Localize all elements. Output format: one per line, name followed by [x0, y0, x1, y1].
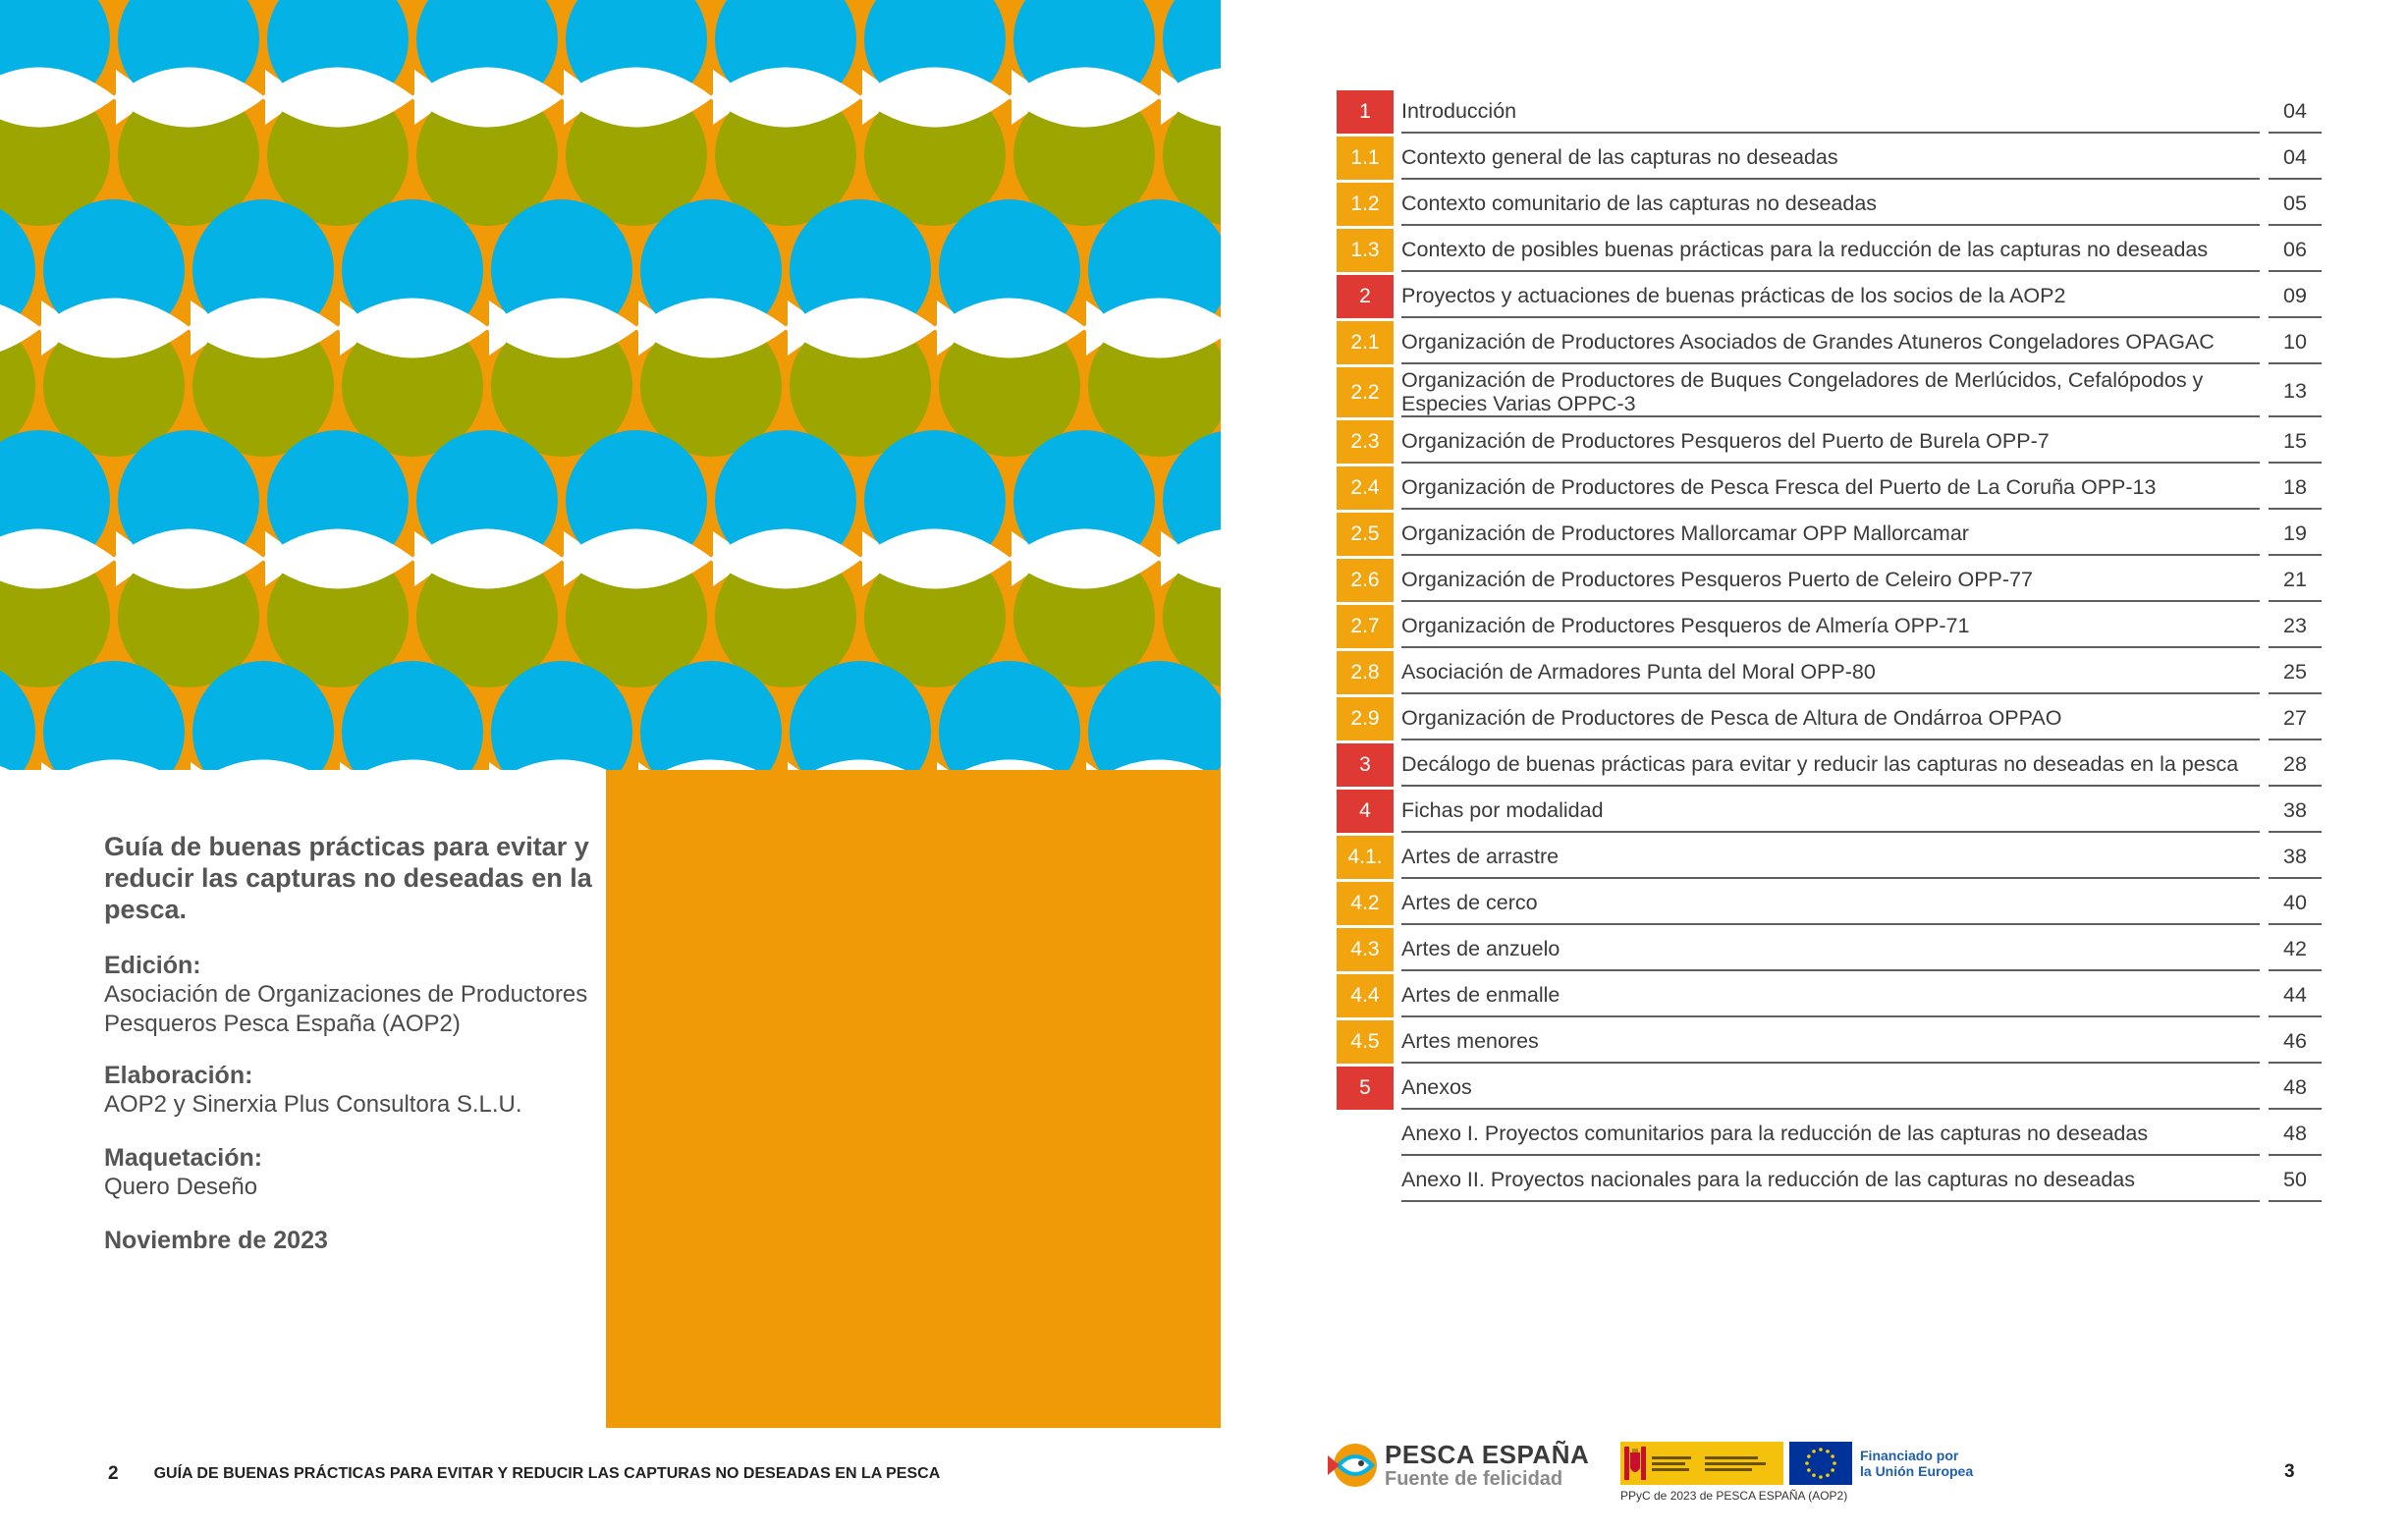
toc-section-title[interactable]: Introducción [1401, 90, 2260, 134]
ministry-text-lines-2 [1705, 1456, 1766, 1471]
table-of-contents [1337, 90, 2333, 1205]
toc-section-title[interactable]: Asociación de Armadores Punta del Moral OPP-80 [1401, 651, 2260, 694]
toc-section-number: 2.6 [1337, 559, 1394, 602]
toc-section-title[interactable]: Artes de arrastre [1401, 836, 2260, 879]
toc-section-title[interactable]: Artes de enmalle [1401, 974, 2260, 1017]
toc-section-number: 3 [1337, 743, 1394, 787]
elaboracion-value: AOP2 y Sinerxia Plus Consultora S.L.U. [104, 1091, 522, 1118]
toc-row[interactable] [1337, 882, 2333, 925]
toc-section-title[interactable]: Anexo I. Proyectos comunitarios para la reducción de las capturas no deseadas [1401, 1113, 2260, 1156]
edicion-section [104, 951, 595, 1039]
pesca-espana-logo [1328, 1440, 1589, 1491]
toc-page-number: 27 [2269, 697, 2322, 740]
toc-section-number: 2.4 [1337, 466, 1394, 510]
toc-section-title[interactable]: Organización de Productores de Pesca Fresca del Puerto de La Coruña OPP-13 [1401, 466, 2260, 510]
toc-section-number: 2.3 [1337, 420, 1394, 464]
toc-row[interactable] [1337, 1067, 2333, 1110]
toc-section-title[interactable]: Organización de Productores Pesqueros Puerto de Celeiro OPP-77 [1401, 559, 2260, 602]
toc-page-number: 10 [2269, 321, 2322, 364]
coat-of-arms-icon [1624, 1447, 1646, 1480]
toc-page-number: 46 [2269, 1020, 2322, 1064]
toc-section-number: 5 [1337, 1067, 1394, 1110]
toc-row[interactable] [1337, 559, 2333, 602]
toc-section-number: 4.1. [1337, 836, 1394, 879]
toc-page-number: 42 [2269, 928, 2322, 971]
toc-section-title[interactable]: Anexos [1401, 1067, 2260, 1110]
eu-flag-icon [1789, 1442, 1852, 1485]
toc-row[interactable] [1337, 183, 2333, 226]
toc-page-number: 05 [2269, 183, 2322, 226]
toc-page-number: 23 [2269, 605, 2322, 648]
toc-section-title[interactable]: Contexto general de las capturas no deseadas [1401, 137, 2260, 180]
toc-row[interactable] [1337, 605, 2333, 648]
toc-row[interactable] [1337, 275, 2333, 318]
toc-row[interactable] [1337, 836, 2333, 879]
toc-page-number: 15 [2269, 420, 2322, 464]
credits-block [104, 831, 595, 1255]
toc-section-title[interactable]: Decálogo de buenas prácticas para evitar y reducir las capturas no deseadas en la pesca [1401, 743, 2260, 787]
toc-section-title[interactable]: Proyectos y actuaciones de buenas prácticas de los socios de la AOP2 [1401, 275, 2260, 318]
toc-row[interactable] [1337, 367, 2333, 417]
toc-row[interactable] [1337, 743, 2333, 787]
running-footer-title: GUÍA DE BUENAS PRÁCTICAS PARA EVITAR Y REDUCIR LAS CAPTURAS NO DESEADAS EN LA PESCA [153, 1465, 941, 1482]
toc-row[interactable] [1337, 137, 2333, 180]
toc-section-title[interactable]: Organización de Productores de Pesca de Altura de Ondárroa OPPAO [1401, 697, 2260, 740]
toc-page-number: 25 [2269, 651, 2322, 694]
toc-section-number: 4 [1337, 790, 1394, 833]
logo-name: PESCA ESPAÑA [1385, 1440, 1590, 1469]
toc-section-number: 2.1 [1337, 321, 1394, 364]
toc-row[interactable] [1337, 90, 2333, 134]
elaboracion-section [104, 1061, 595, 1120]
logo-tagline: Fuente de felicidad [1385, 1468, 1563, 1490]
toc-page-number: 48 [2269, 1113, 2322, 1156]
toc-page-number: 04 [2269, 90, 2322, 134]
toc-section-number: 4.4 [1337, 974, 1394, 1017]
toc-section-title[interactable]: Contexto comunitario de las capturas no deseadas [1401, 183, 2260, 226]
toc-page-number: 06 [2269, 229, 2322, 272]
maquetacion-value: Quero Deseño [104, 1174, 258, 1200]
toc-section-number: 2.5 [1337, 513, 1394, 556]
toc-page-number: 50 [2269, 1159, 2322, 1202]
toc-section-title[interactable]: Contexto de posibles buenas prácticas para la reducción de las capturas no deseadas [1401, 229, 2260, 272]
left-page-number: 2 [108, 1463, 119, 1484]
eu-funding-text [1860, 1448, 1973, 1479]
elaboracion-label: Elaboración: [104, 1062, 253, 1089]
toc-section-title[interactable]: Anexo II. Proyectos nacionales para la reducción de las capturas no deseadas [1401, 1159, 2260, 1202]
toc-page-number: 09 [2269, 275, 2322, 318]
toc-row[interactable] [1337, 229, 2333, 272]
toc-page-number: 19 [2269, 513, 2322, 556]
toc-row[interactable] [1337, 321, 2333, 364]
maquetacion-section [104, 1143, 595, 1202]
toc-row[interactable] [1337, 1159, 2333, 1202]
toc-section-number: 1.3 [1337, 229, 1394, 272]
toc-row[interactable] [1337, 420, 2333, 464]
toc-section-title[interactable]: Organización de Productores de Buques Congeladores de Merlúcidos, Cefalópodos y Especies Varias OPPC-3 [1401, 367, 2260, 417]
toc-section-number: 1.1 [1337, 137, 1394, 180]
toc-page-number: 44 [2269, 974, 2322, 1017]
toc-page-number: 21 [2269, 559, 2322, 602]
funding-caption: PPyC de 2023 de PESCA ESPAÑA (AOP2) [1620, 1489, 1848, 1503]
ministry-text-lines [1652, 1456, 1691, 1471]
cover-pattern-image [0, 0, 1221, 770]
toc-section-title[interactable]: Organización de Productores Asociados de Grandes Atuneros Congeladores OPAGAC [1401, 321, 2260, 364]
toc-row[interactable] [1337, 1113, 2333, 1156]
toc-row[interactable] [1337, 466, 2333, 510]
guide-title: Guía de buenas prácticas para evitar y reducir las capturas no deseadas en la pesca. [104, 832, 592, 924]
toc-section-title[interactable]: Fichas por modalidad [1401, 790, 2260, 833]
toc-page-number: 28 [2269, 743, 2322, 787]
edicion-value: Asociación de Organizaciones de Productores Pesqueros Pesca España (AOP2) [104, 981, 588, 1037]
toc-section-number: 4.2 [1337, 882, 1394, 925]
funding-logos [1620, 1442, 1973, 1503]
toc-row[interactable] [1337, 651, 2333, 694]
toc-page-number: 48 [2269, 1067, 2322, 1110]
toc-section-number [1337, 1159, 1394, 1202]
toc-page-number: 38 [2269, 790, 2322, 833]
toc-section-number: 2.7 [1337, 605, 1394, 648]
toc-page-number: 04 [2269, 137, 2322, 180]
toc-row[interactable] [1337, 1020, 2333, 1064]
toc-section-title[interactable]: Organización de Productores Mallorcamar OPP Mallorcamar [1401, 513, 2260, 556]
toc-row[interactable] [1337, 697, 2333, 740]
toc-section-number: 2 [1337, 275, 1394, 318]
left-page-footer [108, 1463, 940, 1485]
toc-section-title[interactable]: Organización de Productores Pesqueros de Almería OPP-71 [1401, 605, 2260, 648]
toc-row[interactable] [1337, 974, 2333, 1017]
edicion-label: Edición: [104, 952, 201, 979]
toc-section-number: 2.9 [1337, 697, 1394, 740]
toc-page-number: 13 [2269, 367, 2322, 417]
toc-section-title[interactable]: Artes menores [1401, 1020, 2260, 1064]
toc-section-number [1337, 1113, 1394, 1156]
eu-text-line2: la Unión Europea [1860, 1463, 1974, 1479]
toc-section-title[interactable]: Organización de Productores Pesqueros del Puerto de Burela OPP-7 [1401, 420, 2260, 464]
toc-page-number: 40 [2269, 882, 2322, 925]
right-page-number: 3 [2284, 1461, 2295, 1482]
spanish-government-logo [1620, 1442, 1783, 1485]
toc-row[interactable] [1337, 513, 2333, 556]
toc-section-title[interactable]: Artes de anzuelo [1401, 928, 2260, 971]
eu-text-line1: Financiado por [1860, 1448, 1959, 1463]
toc-page-number: 18 [2269, 466, 2322, 510]
toc-row[interactable] [1337, 928, 2333, 971]
orange-decorative-block [606, 770, 1221, 1428]
toc-section-number: 2.2 [1337, 367, 1394, 417]
maquetacion-label: Maquetación: [104, 1144, 263, 1172]
toc-section-number: 2.8 [1337, 651, 1394, 694]
toc-section-number: 4.5 [1337, 1020, 1394, 1064]
toc-section-number: 4.3 [1337, 928, 1394, 971]
toc-section-number: 1 [1337, 90, 1394, 134]
toc-section-number: 1.2 [1337, 183, 1394, 226]
toc-row[interactable] [1337, 790, 2333, 833]
toc-section-title[interactable]: Artes de cerco [1401, 882, 2260, 925]
publication-date: Noviembre de 2023 [104, 1227, 328, 1254]
toc-page-number: 38 [2269, 836, 2322, 879]
fish-logo-icon [1328, 1440, 1379, 1491]
